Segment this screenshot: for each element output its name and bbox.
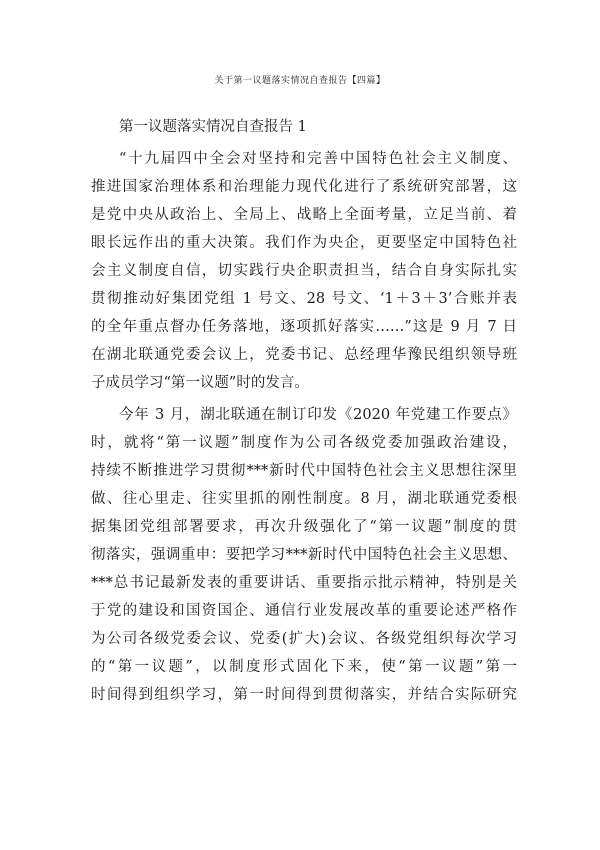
paragraph-line: 推进国家治理体系和治理能力现代化进行了系统研究部署，这	[91, 179, 517, 195]
paragraph-line: 子成员学习“第一议题”时的发言。	[91, 375, 309, 391]
paragraph-line: 持续不断推进学习贯彻***新时代中国特色社会主义思想往深里	[91, 463, 517, 479]
paragraph-line: 在湖北联通党委会议上，党委书记、总经理华豫民组织领导班	[91, 347, 517, 363]
paragraph-line: 的“第一议题”，以制度形式固化下来，使“第一议题”第一	[91, 659, 517, 675]
paragraph-line: 彻落实，强调重申：要把学习***新时代中国特色社会主义思想、	[91, 547, 517, 563]
paragraph-line: 据集团党组部署要求，再次升级强化了“第一议题”制度的贯	[91, 519, 517, 535]
paragraph-line: 贯彻推动好集团党组 1 号文、28 号文、‘1＋3＋3’合账并表	[91, 291, 517, 307]
section-title: 第一议题落实情况自查报告 1	[119, 119, 307, 135]
paragraph-line: 于党的建设和国资国企、通信行业发展改革的重要论述严格作	[91, 603, 517, 619]
document-title: 关于第一议题落实情况自查报告【四篇】	[214, 76, 386, 86]
paragraph-line: 时间得到组织学习，第一时间得到贯彻落实，并结合实际研究	[91, 687, 517, 703]
paragraph-line: 会主义制度自信，切实践行央企职责担当，结合自身实际扎实	[91, 263, 517, 279]
paragraph-line: 是党中央从政治上、全局上、战略上全面考量，立足当前、着	[91, 207, 517, 223]
paragraph-line: “十九届四中全会对坚持和完善中国特色社会主义制度、	[119, 151, 517, 167]
paragraph-line: 眼长远作出的重大决策。我们作为央企，更要坚定中国特色社	[91, 235, 517, 251]
paragraph-line: 为公司各级党委会议、党委(扩大)会议、各级党组织每次学习	[91, 631, 517, 647]
paragraph-line: 的全年重点督办任务落地，逐项抓好落实……”这是 9 月 7 日	[91, 319, 517, 335]
paragraph-line: 做、往心里走、往实里抓的刚性制度。8 月，湖北联通党委根	[91, 491, 517, 507]
paragraph-line: ***总书记最新发表的重要讲话、重要指示批示精神，特别是关	[91, 575, 517, 591]
paragraph-line: 今年 3 月，湖北联通在制订印发《2020 年党建工作要点》	[119, 407, 517, 423]
paragraph-line: 时，就将“第一议题”制度作为公司各级党委加强政治建设，	[91, 435, 517, 451]
